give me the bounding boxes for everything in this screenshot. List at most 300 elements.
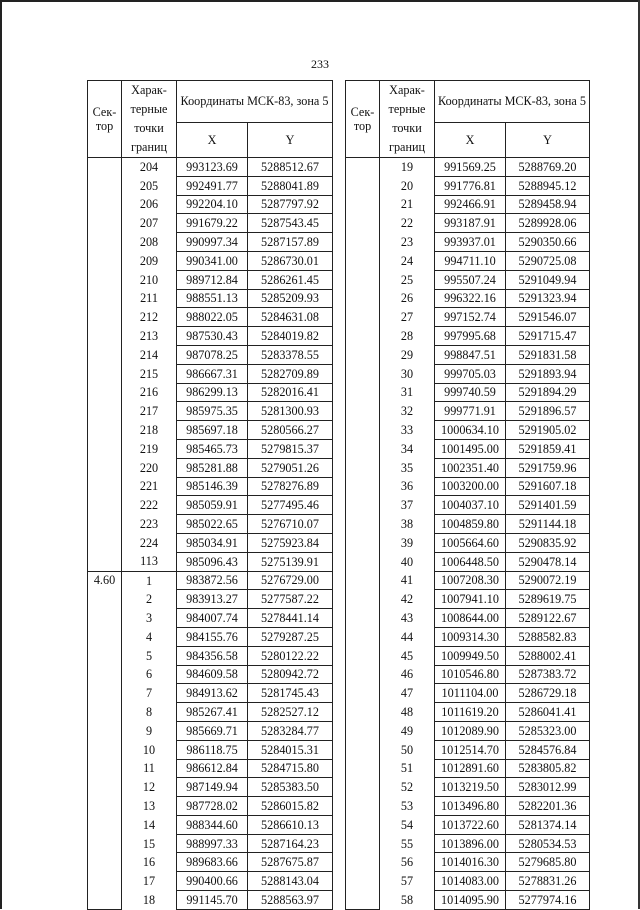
x-value: 1002351.40: [435, 458, 506, 477]
y-value: 5291607.18: [506, 477, 590, 496]
table-row: [88, 345, 333, 364]
x-value: 983872.56: [177, 571, 248, 590]
y-value: 5288041.89: [248, 176, 333, 195]
point-number: 8: [122, 703, 177, 722]
table-row: [88, 421, 333, 440]
page-number: 233: [311, 57, 329, 71]
point-number: 55: [380, 834, 435, 853]
y-value: 5285323.00: [506, 721, 590, 740]
point-number: 221: [122, 477, 177, 496]
table-row: [346, 609, 590, 628]
y-value: 5289458.94: [506, 195, 590, 214]
table-row: [88, 853, 333, 872]
x-value: 999740.59: [435, 383, 506, 402]
point-number: 210: [122, 270, 177, 289]
y-value: 5291049.94: [506, 270, 590, 289]
table-row: [346, 627, 590, 646]
y-value: 5288002.41: [506, 646, 590, 665]
point-number: 20: [380, 176, 435, 195]
point-number: 5: [122, 646, 177, 665]
x-value: 1009949.50: [435, 646, 506, 665]
page-border-top: [0, 0, 640, 2]
x-value: 985022.65: [177, 515, 248, 534]
point-number: 56: [380, 853, 435, 872]
x-value: 1003200.00: [435, 477, 506, 496]
point-number: 42: [380, 590, 435, 609]
x-value: 985034.91: [177, 533, 248, 552]
coordinates-table-left: [87, 80, 333, 910]
table-row: [346, 684, 590, 703]
x-value: 1014095.90: [435, 891, 506, 910]
x-value: 988022.05: [177, 308, 248, 327]
table-row: [346, 251, 590, 270]
y-value: 5281745.43: [248, 684, 333, 703]
table-row: [346, 439, 590, 458]
table-row: [346, 364, 590, 383]
point-number: 35: [380, 458, 435, 477]
x-value: 1007208.30: [435, 571, 506, 590]
header-sector: Сек-тор: [346, 81, 380, 158]
point-number: 212: [122, 308, 177, 327]
y-value: 5277974.16: [506, 891, 590, 910]
y-value: 5279287.25: [248, 627, 333, 646]
x-value: 999705.03: [435, 364, 506, 383]
y-value: 5286015.82: [248, 797, 333, 816]
y-value: 5280942.72: [248, 665, 333, 684]
y-value: 5284715.80: [248, 759, 333, 778]
y-value: 5290072.19: [506, 571, 590, 590]
point-number: 219: [122, 439, 177, 458]
point-number: 48: [380, 703, 435, 722]
table-row: [88, 684, 333, 703]
y-value: 5284631.08: [248, 308, 333, 327]
point-number: 28: [380, 327, 435, 346]
point-number: 204: [122, 158, 177, 177]
table-row: [88, 458, 333, 477]
x-value: 986612.84: [177, 759, 248, 778]
point-number: 6: [122, 665, 177, 684]
point-number: 43: [380, 609, 435, 628]
table-row: [346, 703, 590, 722]
point-number: 47: [380, 684, 435, 703]
point-number: 220: [122, 458, 177, 477]
table-row: [88, 383, 333, 402]
table-row: [346, 402, 590, 421]
point-number: 11: [122, 759, 177, 778]
y-value: 5291831.58: [506, 345, 590, 364]
table-row: [88, 251, 333, 270]
x-value: 984155.76: [177, 627, 248, 646]
table-row: [88, 759, 333, 778]
point-number: 218: [122, 421, 177, 440]
x-value: 997995.68: [435, 327, 506, 346]
y-value: 5288563.97: [248, 891, 333, 910]
table-row: [88, 797, 333, 816]
y-value: 5286261.45: [248, 270, 333, 289]
point-number: 2: [122, 590, 177, 609]
table-row: [346, 552, 590, 571]
y-value: 5286729.18: [506, 684, 590, 703]
x-value: 985975.35: [177, 402, 248, 421]
point-number: 30: [380, 364, 435, 383]
x-value: 984356.58: [177, 646, 248, 665]
y-value: 5290350.66: [506, 233, 590, 252]
x-value: 985096.43: [177, 552, 248, 571]
x-value: 990341.00: [177, 251, 248, 270]
table-row: [88, 721, 333, 740]
table-row: [346, 515, 590, 534]
table-row: [88, 533, 333, 552]
table-row: [88, 740, 333, 759]
table-row: [88, 552, 333, 571]
x-value: 1011104.00: [435, 684, 506, 703]
y-value: 5287543.45: [248, 214, 333, 233]
point-number: 223: [122, 515, 177, 534]
x-value: 988344.60: [177, 815, 248, 834]
table-row: [88, 308, 333, 327]
x-value: 992491.77: [177, 176, 248, 195]
table-row: [88, 176, 333, 195]
y-value: 5291715.47: [506, 327, 590, 346]
y-value: 5291893.94: [506, 364, 590, 383]
x-value: 1013219.50: [435, 778, 506, 797]
x-value: 986667.31: [177, 364, 248, 383]
point-number: 27: [380, 308, 435, 327]
table-row: [346, 421, 590, 440]
table-row: [346, 176, 590, 195]
y-value: 5291894.29: [506, 383, 590, 402]
x-value: 989712.84: [177, 270, 248, 289]
point-number: 46: [380, 665, 435, 684]
point-number: 3: [122, 609, 177, 628]
x-value: 985669.71: [177, 721, 248, 740]
point-number: 21: [380, 195, 435, 214]
point-number: 19: [380, 158, 435, 177]
point-number: 49: [380, 721, 435, 740]
x-value: 1012514.70: [435, 740, 506, 759]
table-row: [88, 270, 333, 289]
sector-cell: 4.60: [88, 571, 122, 909]
x-value: 984913.62: [177, 684, 248, 703]
y-value: 5285209.93: [248, 289, 333, 308]
y-value: 5278441.14: [248, 609, 333, 628]
point-number: 34: [380, 439, 435, 458]
table-row: [88, 609, 333, 628]
point-number: 25: [380, 270, 435, 289]
table-row: [346, 853, 590, 872]
x-value: 1009314.30: [435, 627, 506, 646]
x-value: 1010546.80: [435, 665, 506, 684]
table-row: [88, 195, 333, 214]
header-sector: Сек-тор: [88, 81, 122, 158]
point-number: 214: [122, 345, 177, 364]
y-value: 5284015.31: [248, 740, 333, 759]
point-number: 38: [380, 515, 435, 534]
table-row: [346, 496, 590, 515]
x-value: 987078.25: [177, 345, 248, 364]
table-row: [346, 289, 590, 308]
table-row: [88, 477, 333, 496]
table-row: [346, 270, 590, 289]
point-number: 53: [380, 797, 435, 816]
table-row: [346, 158, 590, 177]
table-row: [346, 797, 590, 816]
x-value: 998847.51: [435, 345, 506, 364]
x-value: 987149.94: [177, 778, 248, 797]
y-value: 5281374.14: [506, 815, 590, 834]
x-value: 1014083.00: [435, 872, 506, 891]
y-value: 5287383.72: [506, 665, 590, 684]
point-number: 207: [122, 214, 177, 233]
point-number: 205: [122, 176, 177, 195]
point-number: 26: [380, 289, 435, 308]
table-row: [88, 891, 333, 910]
table-row: [346, 477, 590, 496]
point-number: 209: [122, 251, 177, 270]
y-value: 5283378.55: [248, 345, 333, 364]
point-number: 41: [380, 571, 435, 590]
table-row: [346, 590, 590, 609]
x-value: 990997.34: [177, 233, 248, 252]
y-value: 5279815.37: [248, 439, 333, 458]
table-row: [88, 289, 333, 308]
x-value: 1011619.20: [435, 703, 506, 722]
x-value: 1006448.50: [435, 552, 506, 571]
x-value: 992466.91: [435, 195, 506, 214]
table-row: [88, 439, 333, 458]
x-value: 991679.22: [177, 214, 248, 233]
point-number: 51: [380, 759, 435, 778]
y-value: 5280122.22: [248, 646, 333, 665]
y-value: 5283805.82: [506, 759, 590, 778]
point-number: 39: [380, 533, 435, 552]
x-value: 986118.75: [177, 740, 248, 759]
y-value: 5289122.67: [506, 609, 590, 628]
point-number: 13: [122, 797, 177, 816]
y-value: 5291859.41: [506, 439, 590, 458]
table-row: [346, 872, 590, 891]
y-value: 5291905.02: [506, 421, 590, 440]
y-value: 5279685.80: [506, 853, 590, 872]
header-y: Y: [248, 122, 333, 157]
y-value: 5291546.07: [506, 308, 590, 327]
table-row: [88, 646, 333, 665]
point-number: 222: [122, 496, 177, 515]
point-number: 215: [122, 364, 177, 383]
y-value: 5283284.77: [248, 721, 333, 740]
x-value: 985465.73: [177, 439, 248, 458]
point-number: 23: [380, 233, 435, 252]
x-value: 1013896.00: [435, 834, 506, 853]
point-number: 14: [122, 815, 177, 834]
point-number: 32: [380, 402, 435, 421]
table-row: [346, 233, 590, 252]
x-value: 991569.25: [435, 158, 506, 177]
table-row: [346, 815, 590, 834]
y-value: 5288582.83: [506, 627, 590, 646]
table-row: [346, 721, 590, 740]
point-number: 22: [380, 214, 435, 233]
x-value: 1000634.10: [435, 421, 506, 440]
table-row: [88, 834, 333, 853]
point-number: 216: [122, 383, 177, 402]
point-number: 40: [380, 552, 435, 571]
x-value: 996322.16: [435, 289, 506, 308]
point-number: 31: [380, 383, 435, 402]
table-row: [88, 778, 333, 797]
y-value: 5277587.22: [248, 590, 333, 609]
header-y: Y: [506, 122, 590, 157]
x-value: 985281.88: [177, 458, 248, 477]
y-value: 5275139.91: [248, 552, 333, 571]
x-value: 1012891.60: [435, 759, 506, 778]
y-value: 5280566.27: [248, 421, 333, 440]
x-value: 994711.10: [435, 251, 506, 270]
table-row: [346, 533, 590, 552]
x-value: 984609.58: [177, 665, 248, 684]
header-coordinates: Координаты МСК-83, зона 5: [177, 81, 333, 123]
header-points: Харак-терные точки границ: [380, 81, 435, 158]
x-value: 1008644.00: [435, 609, 506, 628]
x-value: 985267.41: [177, 703, 248, 722]
y-value: 5290835.92: [506, 533, 590, 552]
x-value: 992204.10: [177, 195, 248, 214]
y-value: 5288945.12: [506, 176, 590, 195]
point-number: 57: [380, 872, 435, 891]
table-row: [346, 646, 590, 665]
point-number: 9: [122, 721, 177, 740]
y-value: 5281300.93: [248, 402, 333, 421]
table-row: [346, 458, 590, 477]
point-number: 10: [122, 740, 177, 759]
sector-cell: [346, 158, 380, 910]
table-row: [346, 665, 590, 684]
x-value: 991776.81: [435, 176, 506, 195]
table-row: [88, 703, 333, 722]
y-value: 5282016.41: [248, 383, 333, 402]
page-border-left: [0, 0, 2, 909]
point-number: 36: [380, 477, 435, 496]
y-value: 5279051.26: [248, 458, 333, 477]
y-value: 5284576.84: [506, 740, 590, 759]
y-value: 5289928.06: [506, 214, 590, 233]
point-number: 29: [380, 345, 435, 364]
x-value: 1012089.90: [435, 721, 506, 740]
x-value: 983913.27: [177, 590, 248, 609]
header-points: Харак-терные точки границ: [122, 81, 177, 158]
y-value: 5287797.92: [248, 195, 333, 214]
table-row: [346, 571, 590, 590]
x-value: 1013496.80: [435, 797, 506, 816]
y-value: 5284019.82: [248, 327, 333, 346]
table-row: [346, 383, 590, 402]
y-value: 5276710.07: [248, 515, 333, 534]
y-value: 5280534.53: [506, 834, 590, 853]
table-row: [88, 233, 333, 252]
table-row: [88, 515, 333, 534]
y-value: 5278831.26: [506, 872, 590, 891]
x-value: 1013722.60: [435, 815, 506, 834]
point-number: 45: [380, 646, 435, 665]
y-value: 5288769.20: [506, 158, 590, 177]
y-value: 5275923.84: [248, 533, 333, 552]
y-value: 5289619.75: [506, 590, 590, 609]
point-number: 206: [122, 195, 177, 214]
table-row: [88, 872, 333, 891]
point-number: 4: [122, 627, 177, 646]
point-number: 7: [122, 684, 177, 703]
table-row: [88, 158, 333, 177]
sector-cell: [88, 158, 122, 572]
table-row: [88, 214, 333, 233]
point-number: 213: [122, 327, 177, 346]
point-number: 16: [122, 853, 177, 872]
y-value: 5276729.00: [248, 571, 333, 590]
x-value: 984007.74: [177, 609, 248, 628]
point-number: 50: [380, 740, 435, 759]
coordinates-table-right: [345, 80, 590, 910]
point-number: 211: [122, 289, 177, 308]
point-number: 17: [122, 872, 177, 891]
table-row: [346, 778, 590, 797]
y-value: 5285383.50: [248, 778, 333, 797]
table-row: [346, 214, 590, 233]
table-row: [88, 402, 333, 421]
table-row: [346, 195, 590, 214]
table-row: [88, 364, 333, 383]
y-value: 5278276.89: [248, 477, 333, 496]
table-row: [88, 327, 333, 346]
x-value: 997152.74: [435, 308, 506, 327]
table-row: [346, 834, 590, 853]
y-value: 5287164.23: [248, 834, 333, 853]
header-coordinates: Координаты МСК-83, зона 5: [435, 81, 590, 123]
point-number: 224: [122, 533, 177, 552]
x-value: 991145.70: [177, 891, 248, 910]
point-number: 1: [122, 571, 177, 590]
y-value: 5277495.46: [248, 496, 333, 515]
point-number: 12: [122, 778, 177, 797]
y-value: 5283012.99: [506, 778, 590, 797]
header-x: X: [435, 122, 506, 157]
y-value: 5286730.01: [248, 251, 333, 270]
x-value: 987530.43: [177, 327, 248, 346]
y-value: 5282201.36: [506, 797, 590, 816]
x-value: 990400.66: [177, 872, 248, 891]
point-number: 113: [122, 552, 177, 571]
x-value: 993187.91: [435, 214, 506, 233]
table-row: [346, 308, 590, 327]
point-number: 24: [380, 251, 435, 270]
y-value: 5291401.59: [506, 496, 590, 515]
table-row: [88, 571, 333, 590]
x-value: 1007941.10: [435, 590, 506, 609]
point-number: 37: [380, 496, 435, 515]
header-x: X: [177, 122, 248, 157]
y-value: 5282709.89: [248, 364, 333, 383]
x-value: 1005664.60: [435, 533, 506, 552]
point-number: 44: [380, 627, 435, 646]
table-row: [346, 345, 590, 364]
point-number: 18: [122, 891, 177, 910]
table-row: [88, 665, 333, 684]
point-number: 33: [380, 421, 435, 440]
x-value: 1014016.30: [435, 853, 506, 872]
y-value: 5286610.13: [248, 815, 333, 834]
y-value: 5290725.08: [506, 251, 590, 270]
x-value: 995507.24: [435, 270, 506, 289]
y-value: 5286041.41: [506, 703, 590, 722]
